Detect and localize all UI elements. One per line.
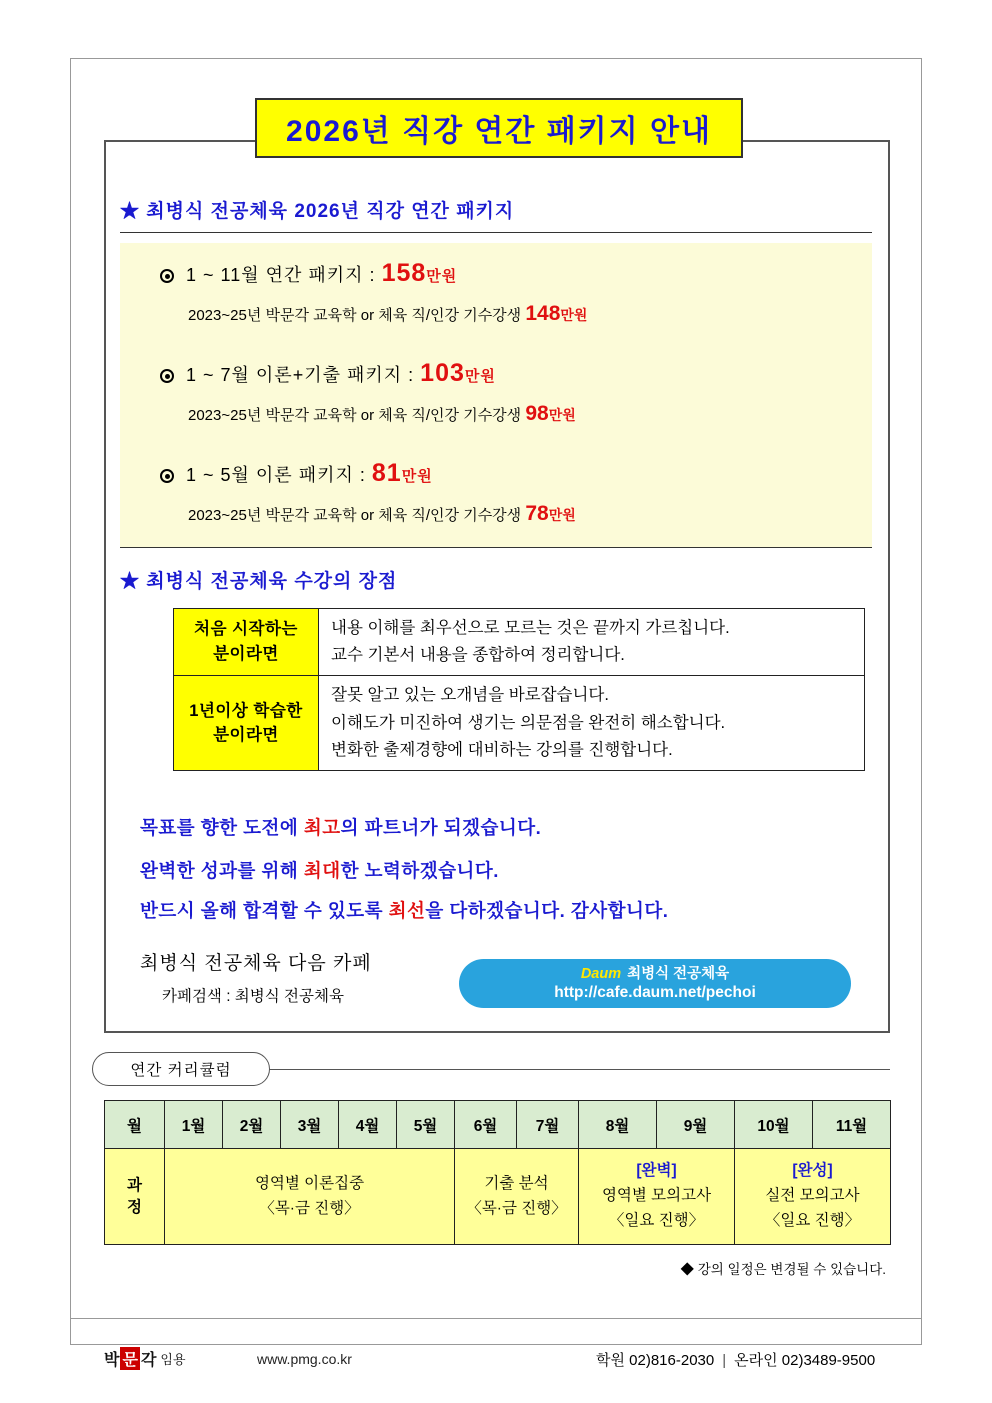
cell-line1: 기출 분석: [484, 1174, 549, 1192]
bullet-icon: [160, 369, 174, 383]
bullet-icon: [160, 269, 174, 283]
package-item: [160, 459, 576, 526]
slogan-text: 목표를 향한 도전에: [140, 817, 304, 838]
slogan-text: 한 노력하겠습니다.: [340, 860, 499, 881]
brand-logo: [104, 1347, 186, 1370]
discount-price: 78: [525, 502, 549, 525]
col-header: 2월: [223, 1101, 281, 1149]
package-name: 1 ~ 11월 연간 패키지 :: [186, 265, 376, 285]
curriculum-tab-label: [92, 1052, 270, 1086]
advantage-item: 이해도가 미진하여 생기는 의문점을 완전히 해소합니다.: [331, 713, 726, 732]
advantage-item: 잘못 알고 있는 오개념을 바로잡습니다.: [331, 686, 609, 705]
col-header: 3월: [281, 1101, 339, 1149]
curriculum-cell-area-mock: [579, 1149, 735, 1245]
logo-suffix: 임용: [160, 1352, 186, 1367]
cell-line1: 영역별 모의고사: [601, 1187, 712, 1205]
advantage-body-experienced: [319, 676, 865, 771]
package-name: 1 ~ 7월 이론+기출 패키지 :: [186, 365, 415, 385]
footer-contact: [596, 1349, 875, 1370]
cafe-badge-line: [581, 965, 729, 983]
discount-price-unit: 만원: [548, 507, 576, 523]
package-price: 81: [371, 459, 402, 487]
row-label-line1: 과: [127, 1176, 142, 1194]
table-row-header: [105, 1101, 891, 1149]
slogan-1: [140, 814, 541, 840]
table-row: [105, 1149, 891, 1245]
cafe-search-hint: 카페검색 : 최병식 전공체육: [162, 988, 344, 1005]
label-line2: 분이라면: [213, 726, 279, 745]
cell-line2: 〈일요 진행〉: [608, 1211, 705, 1229]
section2-heading: ★ 최병식 전공체육 수강의 장점: [120, 571, 398, 592]
cell-line1: 영역별 이론집중: [254, 1174, 365, 1192]
package-title-row: [160, 459, 576, 488]
slogan-text: 완벽한 성과를 위해: [140, 860, 304, 881]
cafe-title: 최병식 전공체육 다음 카페: [140, 953, 372, 974]
package-item: [160, 259, 587, 326]
package-name: 1 ~ 5월 이론 패키지 :: [186, 465, 366, 485]
label-line1: 1년이상 학습한: [189, 701, 303, 720]
phone-offline: 학원 02)816-2030: [596, 1352, 715, 1369]
row-label-line2: 정: [127, 1198, 142, 1216]
advantages-table: [173, 608, 865, 771]
curriculum-divider: [265, 1069, 890, 1070]
advantage-item: 변화한 출제경향에 대비하는 강의를 진행합니다.: [331, 740, 673, 759]
package-price-unit: 만원: [426, 268, 458, 285]
bullet-icon: [160, 469, 174, 483]
contact-separator: |: [722, 1352, 727, 1369]
cell-line1: 실전 모의고사: [765, 1187, 860, 1205]
slogan-emphasis: 최선: [388, 900, 426, 921]
col-header: 11월: [813, 1101, 891, 1149]
curriculum-cell-theory: [165, 1149, 455, 1245]
phone-online: 온라인 02)3489-9500: [734, 1352, 876, 1369]
row-label-course: [105, 1149, 165, 1245]
slogan-text: 의 파트너가 되겠습니다.: [340, 817, 542, 838]
curriculum-cell-past-exams: [455, 1149, 579, 1245]
logo-char-2: 문: [120, 1347, 139, 1370]
logo-char-3: 각: [140, 1352, 157, 1369]
section1-divider: [120, 232, 872, 233]
package-price: 158: [381, 259, 427, 287]
col-header: 7월: [517, 1101, 579, 1149]
slogan-text: 을 다하겠습니다. 감사합니다.: [425, 900, 669, 921]
cafe-badge-name: 최병식 전공체육: [627, 965, 730, 982]
cell-tag: [완성]: [792, 1162, 833, 1180]
page-title: 2026년 직강 연간 패키지 안내: [286, 115, 712, 148]
advantage-label-experienced: [174, 676, 319, 771]
cell-line2: 〈목·금 진행〉: [466, 1199, 567, 1217]
package-price-unit: 만원: [401, 468, 433, 485]
curriculum-tab-text: 연간 커리큘럼: [130, 1062, 232, 1079]
col-header: 9월: [657, 1101, 735, 1149]
package-item: [160, 359, 576, 426]
package-price-unit: 만원: [464, 368, 496, 385]
advantage-label-beginner: [174, 609, 319, 676]
discount-price-unit: 만원: [548, 407, 576, 423]
table-row: [174, 609, 865, 676]
daum-logo: Daum: [580, 965, 622, 982]
discount-price: 148: [525, 302, 561, 325]
package-discount-row: [188, 302, 587, 326]
schedule-note: ◆ 강의 일정은 변경될 수 있습니다.: [680, 1262, 886, 1277]
package-discount-row: [188, 502, 576, 526]
col-header: 1월: [165, 1101, 223, 1149]
advantage-body-beginner: [319, 609, 865, 676]
cell-line2: 〈목·금 진행〉: [259, 1199, 360, 1217]
logo-char-1: 박: [104, 1352, 120, 1369]
package-title-row: [160, 259, 587, 288]
cell-tag: [완벽]: [636, 1162, 677, 1180]
slogan-text: 반드시 올해 합격할 수 있도록: [140, 900, 389, 921]
title-banner: [255, 98, 743, 158]
col-header: 월: [105, 1101, 165, 1149]
slogan-3: [140, 897, 668, 923]
col-header: 6월: [455, 1101, 517, 1149]
slogan-emphasis: 최고: [303, 817, 341, 838]
footer-divider: [70, 1318, 922, 1319]
cafe-link-button[interactable]: [459, 959, 851, 1008]
package-price: 103: [420, 359, 465, 387]
label-line1: 처음 시작하는: [194, 620, 298, 639]
slogan-emphasis: 최대: [303, 860, 341, 881]
slogan-2: [140, 857, 499, 883]
package-title-row: [160, 359, 576, 388]
col-header: 10월: [735, 1101, 813, 1149]
curriculum-cell-final-mock: [735, 1149, 891, 1245]
package-discount-row: [188, 402, 576, 426]
curriculum-table: [104, 1100, 891, 1245]
advantage-item: 교수 기본서 내용을 종합하여 정리합니다.: [331, 646, 625, 665]
advantage-item: 내용 이해를 최우선으로 모르는 것은 끝까지 가르칩니다.: [331, 619, 730, 637]
section1-heading: ★ 최병식 전공체육 2026년 직강 연간 패키지: [120, 201, 515, 222]
footer-website[interactable]: www.pmg.co.kr: [257, 1351, 352, 1367]
price-panel: [120, 243, 872, 548]
label-line2: 분이라면: [213, 645, 279, 664]
cafe-url[interactable]: http://cafe.daum.net/pechoi: [554, 983, 756, 1001]
cell-line2: 〈일요 진행〉: [764, 1211, 861, 1229]
col-header: 4월: [339, 1101, 397, 1149]
discount-label: 2023~25년 박문각 교육학 or 체육 직/인강 기수강생: [188, 307, 522, 324]
discount-price-unit: 만원: [560, 307, 588, 323]
col-header: 8월: [579, 1101, 657, 1149]
discount-price: 98: [525, 402, 549, 425]
discount-label: 2023~25년 박문각 교육학 or 체육 직/인강 기수강생: [188, 507, 522, 524]
discount-label: 2023~25년 박문각 교육학 or 체육 직/인강 기수강생: [188, 407, 522, 424]
table-row: [174, 676, 865, 771]
col-header: 5월: [397, 1101, 455, 1149]
